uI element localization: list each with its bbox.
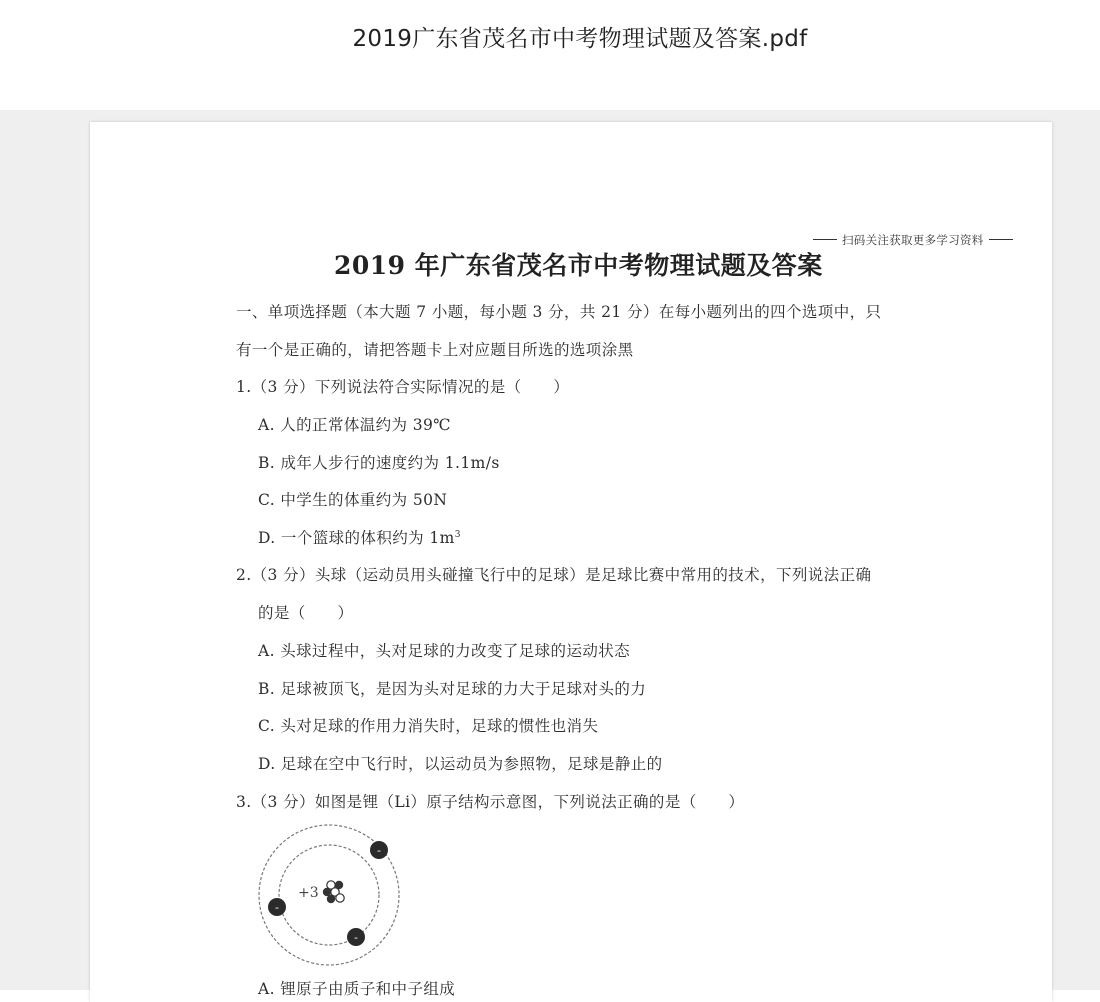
q1-option-b: B. 成年人步行的速度约为 1.1m/s xyxy=(258,454,500,472)
nucleus xyxy=(323,881,344,903)
q1-option-a: A. 人的正常体温约为 39℃ xyxy=(258,416,452,434)
title-bar xyxy=(0,0,1100,110)
q2-option-b: B. 足球被顶飞，是因为头对足球的力大于足球对头的力 xyxy=(258,680,647,698)
section1-instructions-line1: 一、单项选择题（本大题 7 小题，每小题 3 分，共 21 分）在每小题列出的四个选项中，只 xyxy=(236,303,882,321)
electron-1-label: - xyxy=(377,844,381,857)
electron-3-label: - xyxy=(354,931,358,944)
dash-right xyxy=(989,239,1013,240)
lithium-atom-diagram xyxy=(258,822,404,968)
q1-option-d-text: D. 一个篮球的体积约为 1m xyxy=(258,529,455,547)
pdf-page xyxy=(90,122,1052,1002)
q1-option-d xyxy=(258,526,461,548)
q1-option-c: C. 中学生的体重约为 50N xyxy=(258,491,448,509)
q1-stem: 1.（3 分）下列说法符合实际情况的是（ ） xyxy=(236,378,570,396)
electron-3 xyxy=(347,928,365,946)
electron-2-label: - xyxy=(275,901,279,914)
document-file-title: 2019广东省茂名市中考物理试题及答案.pdf xyxy=(352,26,808,52)
section1-instructions-line2: 有一个是正确的，请把答题卡上对应题目所选的选项涂黑 xyxy=(236,341,634,359)
q2-stem-line1: 2.（3 分）头球（运动员用头碰撞飞行中的足球）是足球比赛中常用的技术，下列说法正确 xyxy=(236,566,872,584)
nucleus-charge-label: +3 xyxy=(298,885,319,901)
q2-option-d: D. 足球在空中飞行时，以运动员为参照物，足球是静止的 xyxy=(258,755,663,773)
q3-stem: 3.（3 分）如图是锂（Li）原子结构示意图，下列说法正确的是（ ） xyxy=(236,793,745,811)
q2-option-c: C. 头对足球的作用力消失时，足球的惯性也消失 xyxy=(258,717,599,735)
q2-option-a: A. 头球过程中，头对足球的力改变了足球的运动状态 xyxy=(258,642,631,660)
electron-1 xyxy=(370,841,388,859)
paper-title: 2019 年广东省茂名市中考物理试题及答案 xyxy=(334,251,823,280)
pdf-viewer-area[interactable] xyxy=(0,110,1100,998)
q1-option-d-superscript: 3 xyxy=(454,529,461,540)
dash-left xyxy=(813,239,837,240)
electron-2 xyxy=(268,898,286,916)
q3-option-a: A. 锂原子由质子和中子组成 xyxy=(258,980,456,998)
qr-code-note xyxy=(808,232,1048,248)
qr-note-text: 扫码关注获取更多学习资料 xyxy=(842,233,984,247)
q2-stem-line2: 的是（ ） xyxy=(258,604,354,622)
